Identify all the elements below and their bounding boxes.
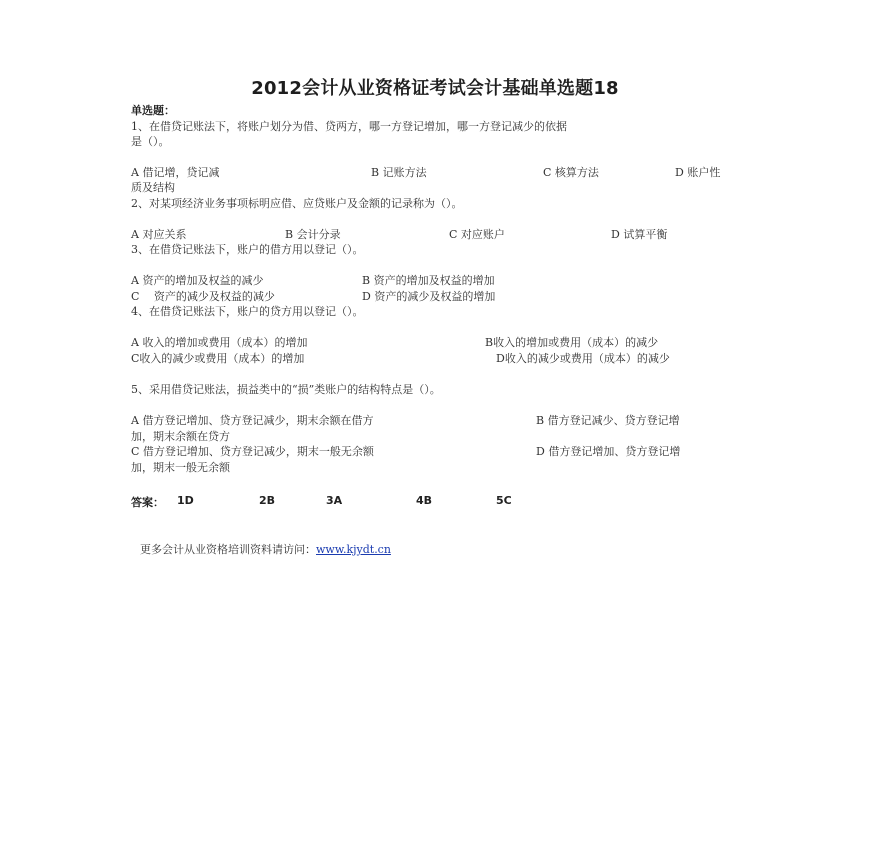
footer-text: 更多会计从业资格培训资料请访问： (140, 543, 316, 556)
question-1-option-d-continued: 质及结构 (131, 181, 175, 194)
question-4-option-b: B收入的增加或费用（成本）的减少 (485, 336, 659, 349)
question-2-option-a: A 对应关系 (131, 228, 187, 241)
answer-4: 4B (416, 494, 433, 507)
question-4-option-c: C收入的减少或费用（成本）的增加 (131, 352, 305, 365)
question-4-option-a: A 收入的增加或费用（成本）的增加 (131, 336, 308, 349)
question-3-option-d: D 资产的减少及权益的增加 (362, 290, 496, 303)
answer-3: 3A (326, 494, 343, 507)
question-4-option-d: D收入的减少或费用（成本）的减少 (496, 352, 670, 365)
question-2-option-d: D 试算平衡 (611, 228, 668, 241)
question-5-line-1: 5、采用借贷记账法，损益类中的“损”类账户的结构特点是（）。 (131, 383, 441, 396)
question-5-option-b: B 借方登记减少、贷方登记增 (536, 414, 680, 427)
question-3-option-c: C 资产的减少及权益的减少 (131, 290, 275, 303)
answer-5: 5C (496, 494, 512, 507)
footer-link[interactable]: www.kjydt.cn (316, 543, 391, 556)
answers-label: 答案： (131, 496, 164, 509)
question-3-line-1: 3、在借贷记账法下，账户的借方用以登记（）。 (131, 243, 364, 256)
footer-note (140, 541, 391, 557)
page-title: 2012会计从业资格证考试会计基础单选题18 (251, 78, 619, 99)
question-5-option-b-continued: 加，期末余额在贷方 (131, 430, 230, 443)
question-5-option-d-continued: 加，期末一般无余额 (131, 461, 230, 474)
question-1-option-c: C 核算方法 (543, 166, 599, 179)
question-3-option-a: A 资产的增加及权益的减少 (131, 274, 264, 287)
question-2-option-b: B 会计分录 (285, 228, 341, 241)
question-3-option-b: B 资产的增加及权益的增加 (362, 274, 495, 287)
question-1-line-2: 是（）。 (131, 135, 170, 148)
question-1-option-d: D 账户性 (675, 166, 721, 179)
question-1-option-a: A 借记增，贷记减 (131, 166, 220, 179)
question-1-line-1: 1、在借贷记账法下，将账户划分为借、贷两方，哪一方登记增加，哪一方登记减少的依据 (131, 120, 567, 133)
question-4-line-1: 4、在借贷记账法下，账户的贷方用以登记（）。 (131, 305, 364, 318)
question-2-line-1: 2、对某项经济业务事项标明应借、应贷账户及金额的记录称为（）。 (131, 197, 463, 210)
question-5-option-d: D 借方登记增加、贷方登记增 (536, 445, 681, 458)
answer-1: 1D (177, 494, 194, 507)
section-label: 单选题： (131, 104, 175, 117)
question-1-option-b: B 记账方法 (371, 166, 427, 179)
question-5-option-c: C 借方登记增加、贷方登记减少，期末一般无余额 (131, 445, 374, 458)
answer-2: 2B (259, 494, 276, 507)
question-5-option-a: A 借方登记增加、贷方登记减少，期末余额在借方 (131, 414, 374, 427)
question-2-option-c: C 对应账户 (449, 228, 505, 241)
